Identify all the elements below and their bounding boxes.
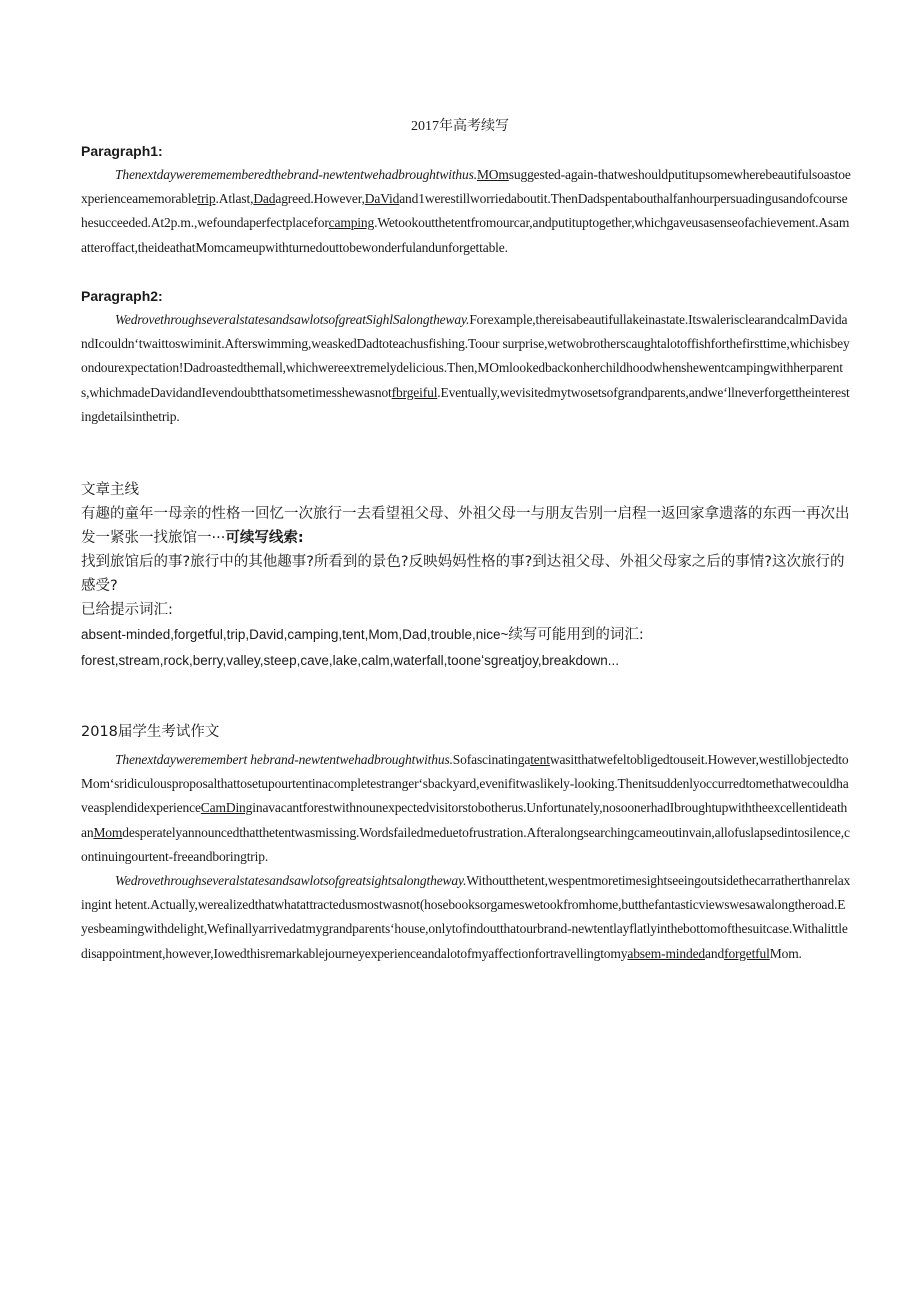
p2-lead-sentence: WedrovethroughseveralstatesandsawlotsofgreatSighlSalongtheway. [115, 312, 470, 327]
essay-2018-section [81, 720, 851, 966]
essay-forgetful: forgetful [724, 945, 770, 961]
p1-david: DaVid [364, 191, 400, 207]
essay-and: and [705, 945, 725, 961]
possible-vocab-label: 续写可能用到的词汇: [508, 627, 644, 643]
p1-text-e: .Wetookoutthetentfromourcar,andputituptogether,whichgaveusasenseofachievement.Asamatteroffact,theideathatMomcameupwithturnedouttobewonderfulandunforgettable. [81, 215, 850, 255]
paragraph1-section [81, 141, 851, 260]
possible-vocab: forest,stream,rock,berry,valley,steep,cave,lake,calm,waterfall,tooneʻsgreatjoy,breakdown... [81, 653, 619, 668]
p1-dad: Dad [253, 191, 276, 207]
hint-words: absent-minded,forgetful,trip,David,camping,tent,Mom,Dad,trouble,nice [81, 627, 501, 642]
essay-tent: tent [530, 752, 550, 767]
paragraph1-heading: Paragraph1: [81, 143, 163, 159]
p1-text-a: suggested-again-thatweshouldputitupsomewherebeautifulsoastoexperienceamemorable [81, 167, 851, 207]
essay-p2-text-a: Withoutthetent,wespentmoretimesightseeingoutsidethecarratherthanrelaxingint hetent.Actually,werealizedthatwhatattractedusmostwasnot(hosebooksorgameswetookfromhome,butthefantasticviewswesawalongtheroad.Eyesbeamingwithdelight,Wefinallyarrivedatmygrandparentsʻhouse,onlytofindoutthatourbrand-newtentlayflatlyinthebottomofthesuitcase.Withalittledisappointment,however,Iowedthisremarkablejourneyexperienceandalotofmyaffectionfortravellingtomy [81, 873, 851, 961]
essay-heading: 2018届学生考试作文 [81, 724, 220, 740]
essay-mom: Mom [93, 824, 123, 840]
essay-paragraph1 [81, 748, 851, 869]
clue-label: 可续写线索: [225, 530, 304, 546]
paragraph1-text [81, 163, 851, 260]
mainline-sequence: 有趣的童年一母亲的性格一回忆一次旅行一去看望祖父母、外祖父母一与朋友告别一启程一返回家拿遗落的东西一再次出发一紧张一找旅馆一··· [81, 506, 850, 546]
p1-text-c: agreed.However, [275, 191, 365, 207]
essay-p2-lead: Wedrovethroughseveralstatesandsawlotsofgreatsightsalongtheway. [115, 873, 467, 889]
essay-paragraph2 [81, 869, 851, 966]
essay-p1-text-d: desperatelyannouncedthatthetentwasmissing.Wordsfailedmeduetofrustration.Afteralongsearchingcameoutinvain,allofuslapsedintosilence,continuingourtent-freeandboringtrip. [81, 824, 850, 864]
essay-p1-text-b: wasitthatwefeltobligedtouseit.However,westillobjectedtoMomʻsridiculousproposalthattosetupourtentinacompletestrangerʻsbackyard,evenifitwaslikely-looking.Thenitsuddenlyoccurredtomethatwecouldhaveasplendidexperience [81, 752, 849, 816]
essay-absent-minded: absem-minded [627, 945, 706, 961]
p1-text-d: and1werestillworriedaboutit.ThenDadspentabouthalfanhourpersuadingusandofcoursehesucceeded.At2p.m.,wefoundaperfectplacefor [81, 191, 848, 231]
essay-p1-lead: Thenextdayweremembert hebrand-newtentwehadbroughtwithus. [115, 752, 453, 767]
mainline-section [81, 478, 851, 674]
essay-p1-text-a: Sofascinatinga [452, 752, 531, 767]
paragraph2-text [81, 308, 851, 429]
hint-label: 已给提示词汇: [81, 602, 173, 618]
mainline-text [81, 502, 851, 550]
p1-text-b: .Atlast, [215, 191, 254, 207]
mainline-heading: 文章主线 [81, 482, 139, 498]
p1-lead-sentence: Thenextdayweremememberedthebrand-newtentwehadbroughtwithus. [115, 167, 477, 182]
p2-forgetful: fbrgeiful [391, 384, 438, 400]
essay-p2-end: Mom. [769, 945, 802, 961]
p1-trip: trip [197, 191, 216, 207]
clue-questions: 找到旅馆后的事?旅行中的其他趣事?所看到的景色?反映妈妈性格的事?到达祖父母、外祖父母家之后的事情?这次旅行的感受? [81, 554, 845, 594]
p1-mom: MOm [476, 167, 509, 182]
essay-camping: CamDing [200, 800, 253, 816]
p2-text-a: Forexample,thereisabeautifullakeinastate.ItswalerisclearandcalmDavidandIcouldnʻtwaittoswiminit.Afterswimming,weaskedDadtoteachusfishing.Toour surprise,wetwobrotherscaughtalotoffishforthefirsttime,whichisbeyondourexpectation!Dadroastedthemall,whichwereextremelydelicious.Then,MOmlookedbackonherchildhoodwhenshewentcampingwithherparents,whichmadeDavidandIevendoubtthatsometimesshewasnot [81, 312, 850, 400]
paragraph2-section [81, 286, 851, 429]
hint-vocab: absent-minded,forgetful,trip,David,camping,tent,Mom,Dad,trouble,nice~续写可能用到的词汇: [81, 627, 644, 643]
p2-text-b: .Eventually,wevisitedmytwosetsofgrandparents,andweʻllneverforgettheinterestingdetailsinthetrip. [81, 384, 850, 424]
essay-p1-text-c: inavacantforestwithnounexpectedvisitorstobotherus.Unfortunately,nosoonerhadIbroughtupwiththeexcellentideathan [81, 800, 848, 840]
paragraph2-heading: Paragraph2: [81, 288, 163, 304]
page-title: 2017年高考续写 [411, 119, 509, 134]
p1-camping: camping [328, 215, 375, 231]
